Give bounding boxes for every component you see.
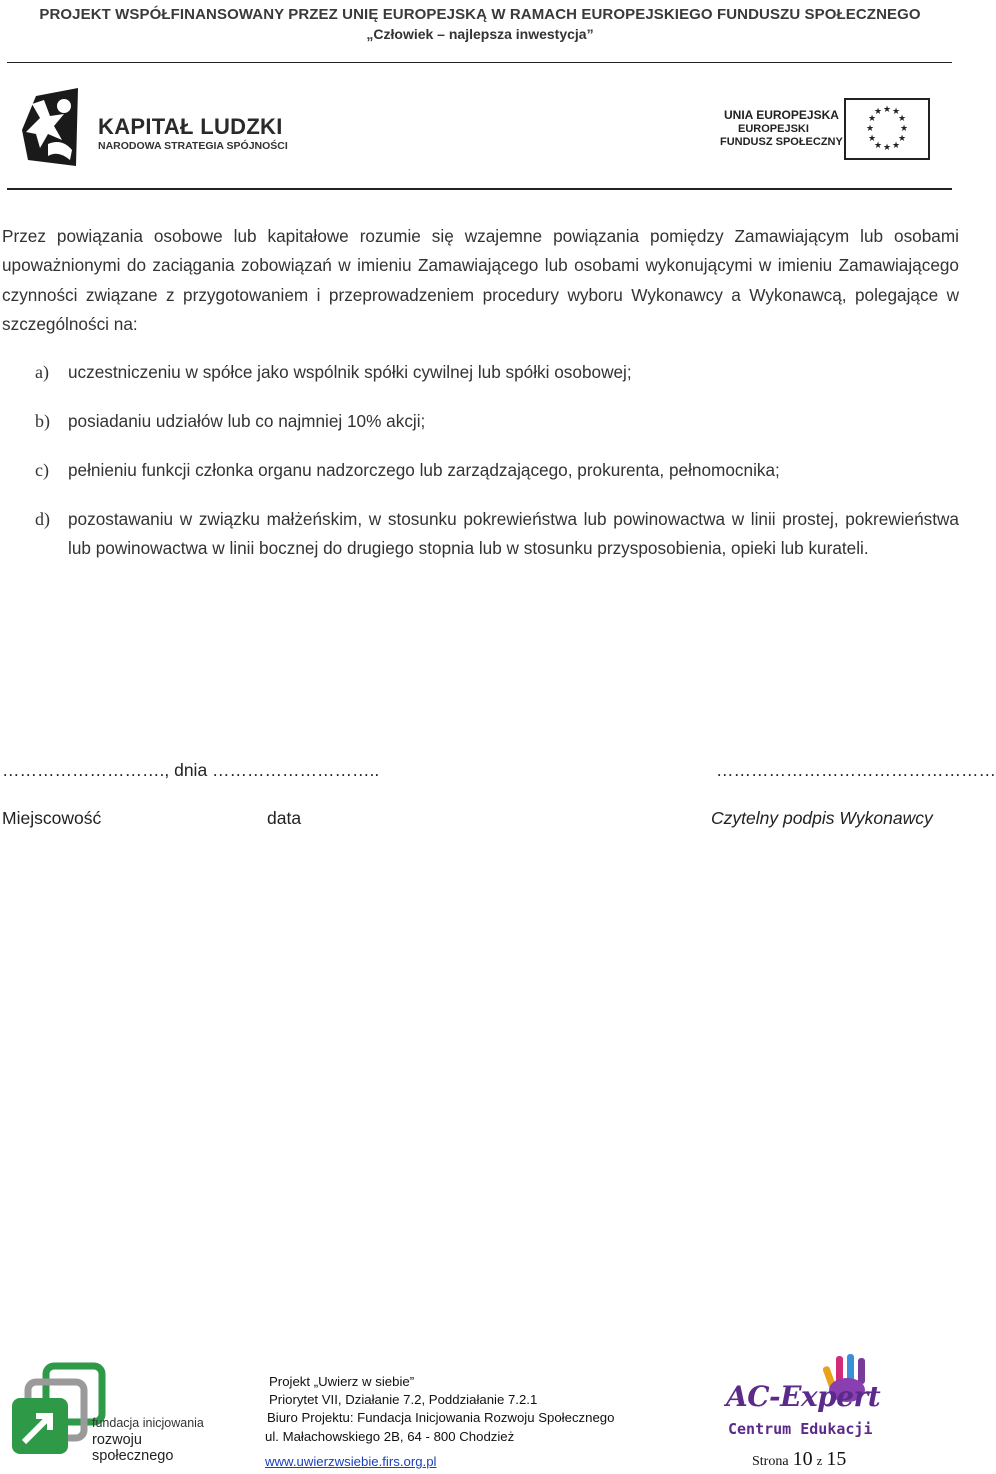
fundacja-logo [10, 1362, 210, 1462]
svg-text:★: ★ [897, 114, 907, 124]
list-item-c [0, 456, 960, 486]
svg-text:★: ★ [865, 124, 875, 134]
ac-expert-logo [720, 1352, 900, 1444]
page-current: 10 [792, 1448, 813, 1470]
list-marker: c) [35, 460, 49, 480]
footer-website-link[interactable]: www.uwierzwsiebie.firs.org.pl [265, 1454, 437, 1469]
svg-text:★: ★ [873, 107, 883, 117]
banner-line-2: „Człowiek – najlepsza inwestycja” [366, 26, 594, 42]
header-rule [7, 188, 952, 190]
list-marker: a) [35, 362, 49, 382]
list-item-b [0, 407, 960, 437]
svg-text:★: ★ [882, 143, 892, 153]
list-item-a [0, 358, 960, 388]
eu-logo-line3: FUNDUSZ SPOŁECZNY [720, 136, 843, 148]
eu-logo-line1: UNIA EUROPEJSKA [724, 108, 839, 122]
footer-project-line-4: ul. Małachowskiego 2B, 64 - 800 Chodzież [265, 1429, 515, 1444]
list-item-text: uczestniczeniu w spółce jako wspólnik spółki cywilnej lub spółki osobowej; [68, 362, 632, 382]
label-place: Miejscowość [2, 808, 102, 828]
eu-efs-logo [720, 98, 935, 162]
footer-project-line-3: Biuro Projektu: Fundacja Inicjowania Rozwoju Społecznego [267, 1410, 615, 1425]
svg-text:★: ★ [891, 107, 901, 117]
page-total: 15 [826, 1448, 847, 1470]
kapital-ludzki-logo [18, 84, 318, 174]
eu-flag-icon [844, 98, 930, 160]
list-item-d [0, 505, 960, 595]
banner-rule [7, 62, 952, 63]
fundacja-logo-line2: rozwoju społecznego [92, 1432, 174, 1464]
header-banner [0, 6, 960, 42]
page-of: z [816, 1453, 823, 1468]
list-marker: b) [35, 411, 50, 431]
svg-text:★: ★ [867, 134, 877, 144]
place-date-line: ………………………., dnia ……………………….. [2, 760, 380, 780]
page-number [752, 1448, 846, 1471]
intro-paragraph: Przez powiązania osobowe lub kapitałowe rozumie się wzajemne powiązania pomiędzy Zamawiającym lub osobami upoważnionymi do zaciągania zobowiązań w imieniu Zamawiającego lub osobami wykonującymi w imieniu Zamawiającego czynności związane z przygotowaniem i przeprowadzeniem procedury wyboru Wykonawcy a Wykonawcą, polegające w szczególności na: [2, 226, 959, 334]
svg-text:★: ★ [867, 114, 877, 124]
svg-text:★: ★ [873, 141, 883, 151]
ac-expert-logo-title: AC-Expert [726, 1380, 881, 1413]
kapital-ludzki-emblem-icon [18, 84, 82, 170]
svg-text:★: ★ [897, 134, 907, 144]
svg-text:★: ★ [882, 105, 892, 115]
ac-expert-logo-subtitle: Centrum Edukacji [728, 1420, 873, 1438]
footer-project-line-2: Priorytet VII, Działanie 7.2, Poddziałanie 7.2.1 [269, 1392, 538, 1407]
fundacja-logo-line1: fundacja inicjowania [92, 1416, 204, 1430]
signature-line: ………………………………………… [716, 760, 996, 780]
eu-logo-line2: EUROPEJSKI [738, 123, 809, 135]
list-item-text: posiadaniu udziałów lub co najmniej 10% akcji; [68, 411, 426, 431]
kl-logo-subtitle: NARODOWA STRATEGIA SPÓJNOŚCI [98, 140, 288, 152]
svg-text:★: ★ [899, 124, 909, 134]
kl-logo-title: KAPITAŁ LUDZKI [98, 114, 283, 139]
banner-line-1: PROJEKT WSPÓŁFINANSOWANY PRZEZ UNIĘ EUROPEJSKĄ W RAMACH EUROPEJSKIEGO FUNDUSZU SPOŁECZNEGO [39, 6, 921, 23]
label-signature: Czytelny podpis Wykonawcy [711, 808, 933, 828]
label-date: data [267, 808, 302, 828]
list-marker: d) [35, 509, 50, 529]
list-item-text: pełnieniu funkcji członka organu nadzorczego lub zarządzającego, prokurenta, pełnomocnika; [68, 460, 780, 480]
page-word: Strona [752, 1454, 789, 1469]
footer-project-line-1: Projekt „Uwierz w siebie” [269, 1374, 415, 1389]
list-item-text: pozostawaniu w związku małżeńskim, w stosunku pokrewieństwa lub powinowactwa w linii prostej, pokrewieństwa lub powinowactwa w linii bocznej do drugiego stopnia lub w stosunku przysposobienia, opieki lub kurateli. [68, 509, 959, 559]
svg-text:★: ★ [891, 141, 901, 151]
